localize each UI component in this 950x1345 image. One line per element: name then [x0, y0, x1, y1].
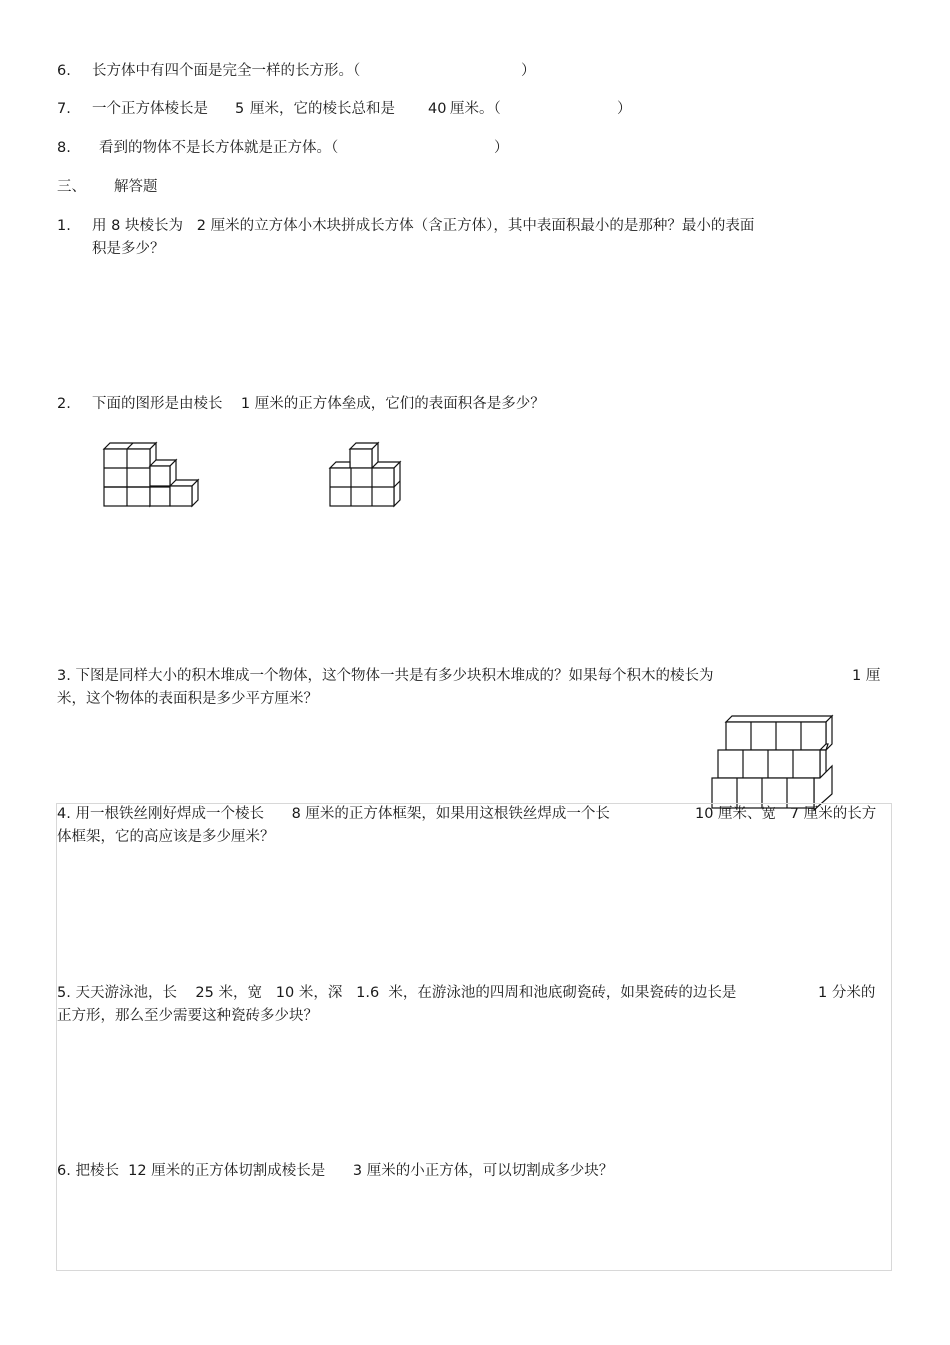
section-title: 解答题 [114, 179, 158, 195]
item-value: 5 [235, 101, 245, 117]
item-number: 7. [57, 101, 71, 117]
item-text: 长方体中有四个面是完全一样的长方形。（ [92, 63, 361, 79]
question-text: 体框架，它的高应该是多少厘米？ [57, 829, 275, 845]
block-stack-figure-c [708, 716, 838, 811]
question-text: 下面的图形是由棱长 1 厘米的正方体垒成，它们的表面积各是多少？ [92, 396, 545, 412]
item-text: 看到的物体不是长方体就是正方体。（ [99, 140, 339, 156]
question-text: 10 厘米、宽 7 厘米的长方 [695, 806, 877, 822]
question-text: 1 厘 [852, 668, 881, 684]
question-text: 正方形，那么至少需要这种瓷砖多少块？ [57, 1008, 318, 1024]
item-number: 8. [57, 140, 71, 156]
cube-group [330, 443, 400, 506]
question-text: 3. 下图是同样大小的积木堆成一个物体，这个物体一共是有多少块积木堆成的？如果每个积木的棱长为 [57, 668, 714, 684]
answer-bracket-close: ） [521, 63, 536, 79]
question-text: 5. 天天游泳池，长 25 米，宽 10 米，深 1.6 米，在游泳池的四周和池底砌瓷砖，如果瓷砖的边长是 [57, 985, 737, 1001]
cube-group [104, 443, 198, 506]
question-text: 用 8 块棱长为 2 厘米的立方体小木块拼成长方体（含正方体），其中表面积最小的是那种？最小的表面 [92, 218, 755, 234]
question-number: 2. [57, 396, 71, 412]
cube-stack-figure-b [326, 434, 416, 509]
item-text: 一个正方体棱长是 [92, 101, 208, 117]
section-number: 三、 [57, 179, 86, 195]
cube-group [712, 716, 832, 810]
question-text: 4. 用一根铁丝刚好焊成一个棱长 8 厘米的正方体框架，如果用这根铁丝焊成一个长 [57, 806, 610, 822]
question-text: 米，这个物体的表面积是多少平方厘米？ [57, 691, 318, 707]
question-text: 1 分米的 [818, 985, 876, 1001]
item-value: 40 [428, 101, 447, 117]
answer-area-box [56, 803, 892, 1271]
question-number: 1. [57, 218, 71, 234]
question-text: 6. 把棱长 12 厘米的正方体切割成棱长是 3 厘米的小正方体，可以切割成多少块？ [57, 1163, 614, 1179]
item-text: 厘米。（ [450, 101, 501, 117]
cube-stack-figure-a [100, 434, 210, 509]
question-text: 积是多少？ [92, 241, 165, 257]
item-text: 厘米，它的棱长总和是 [250, 101, 395, 117]
item-number: 6. [57, 63, 71, 79]
answer-bracket-close: ） [617, 101, 632, 117]
answer-bracket-close: ） [494, 140, 509, 156]
